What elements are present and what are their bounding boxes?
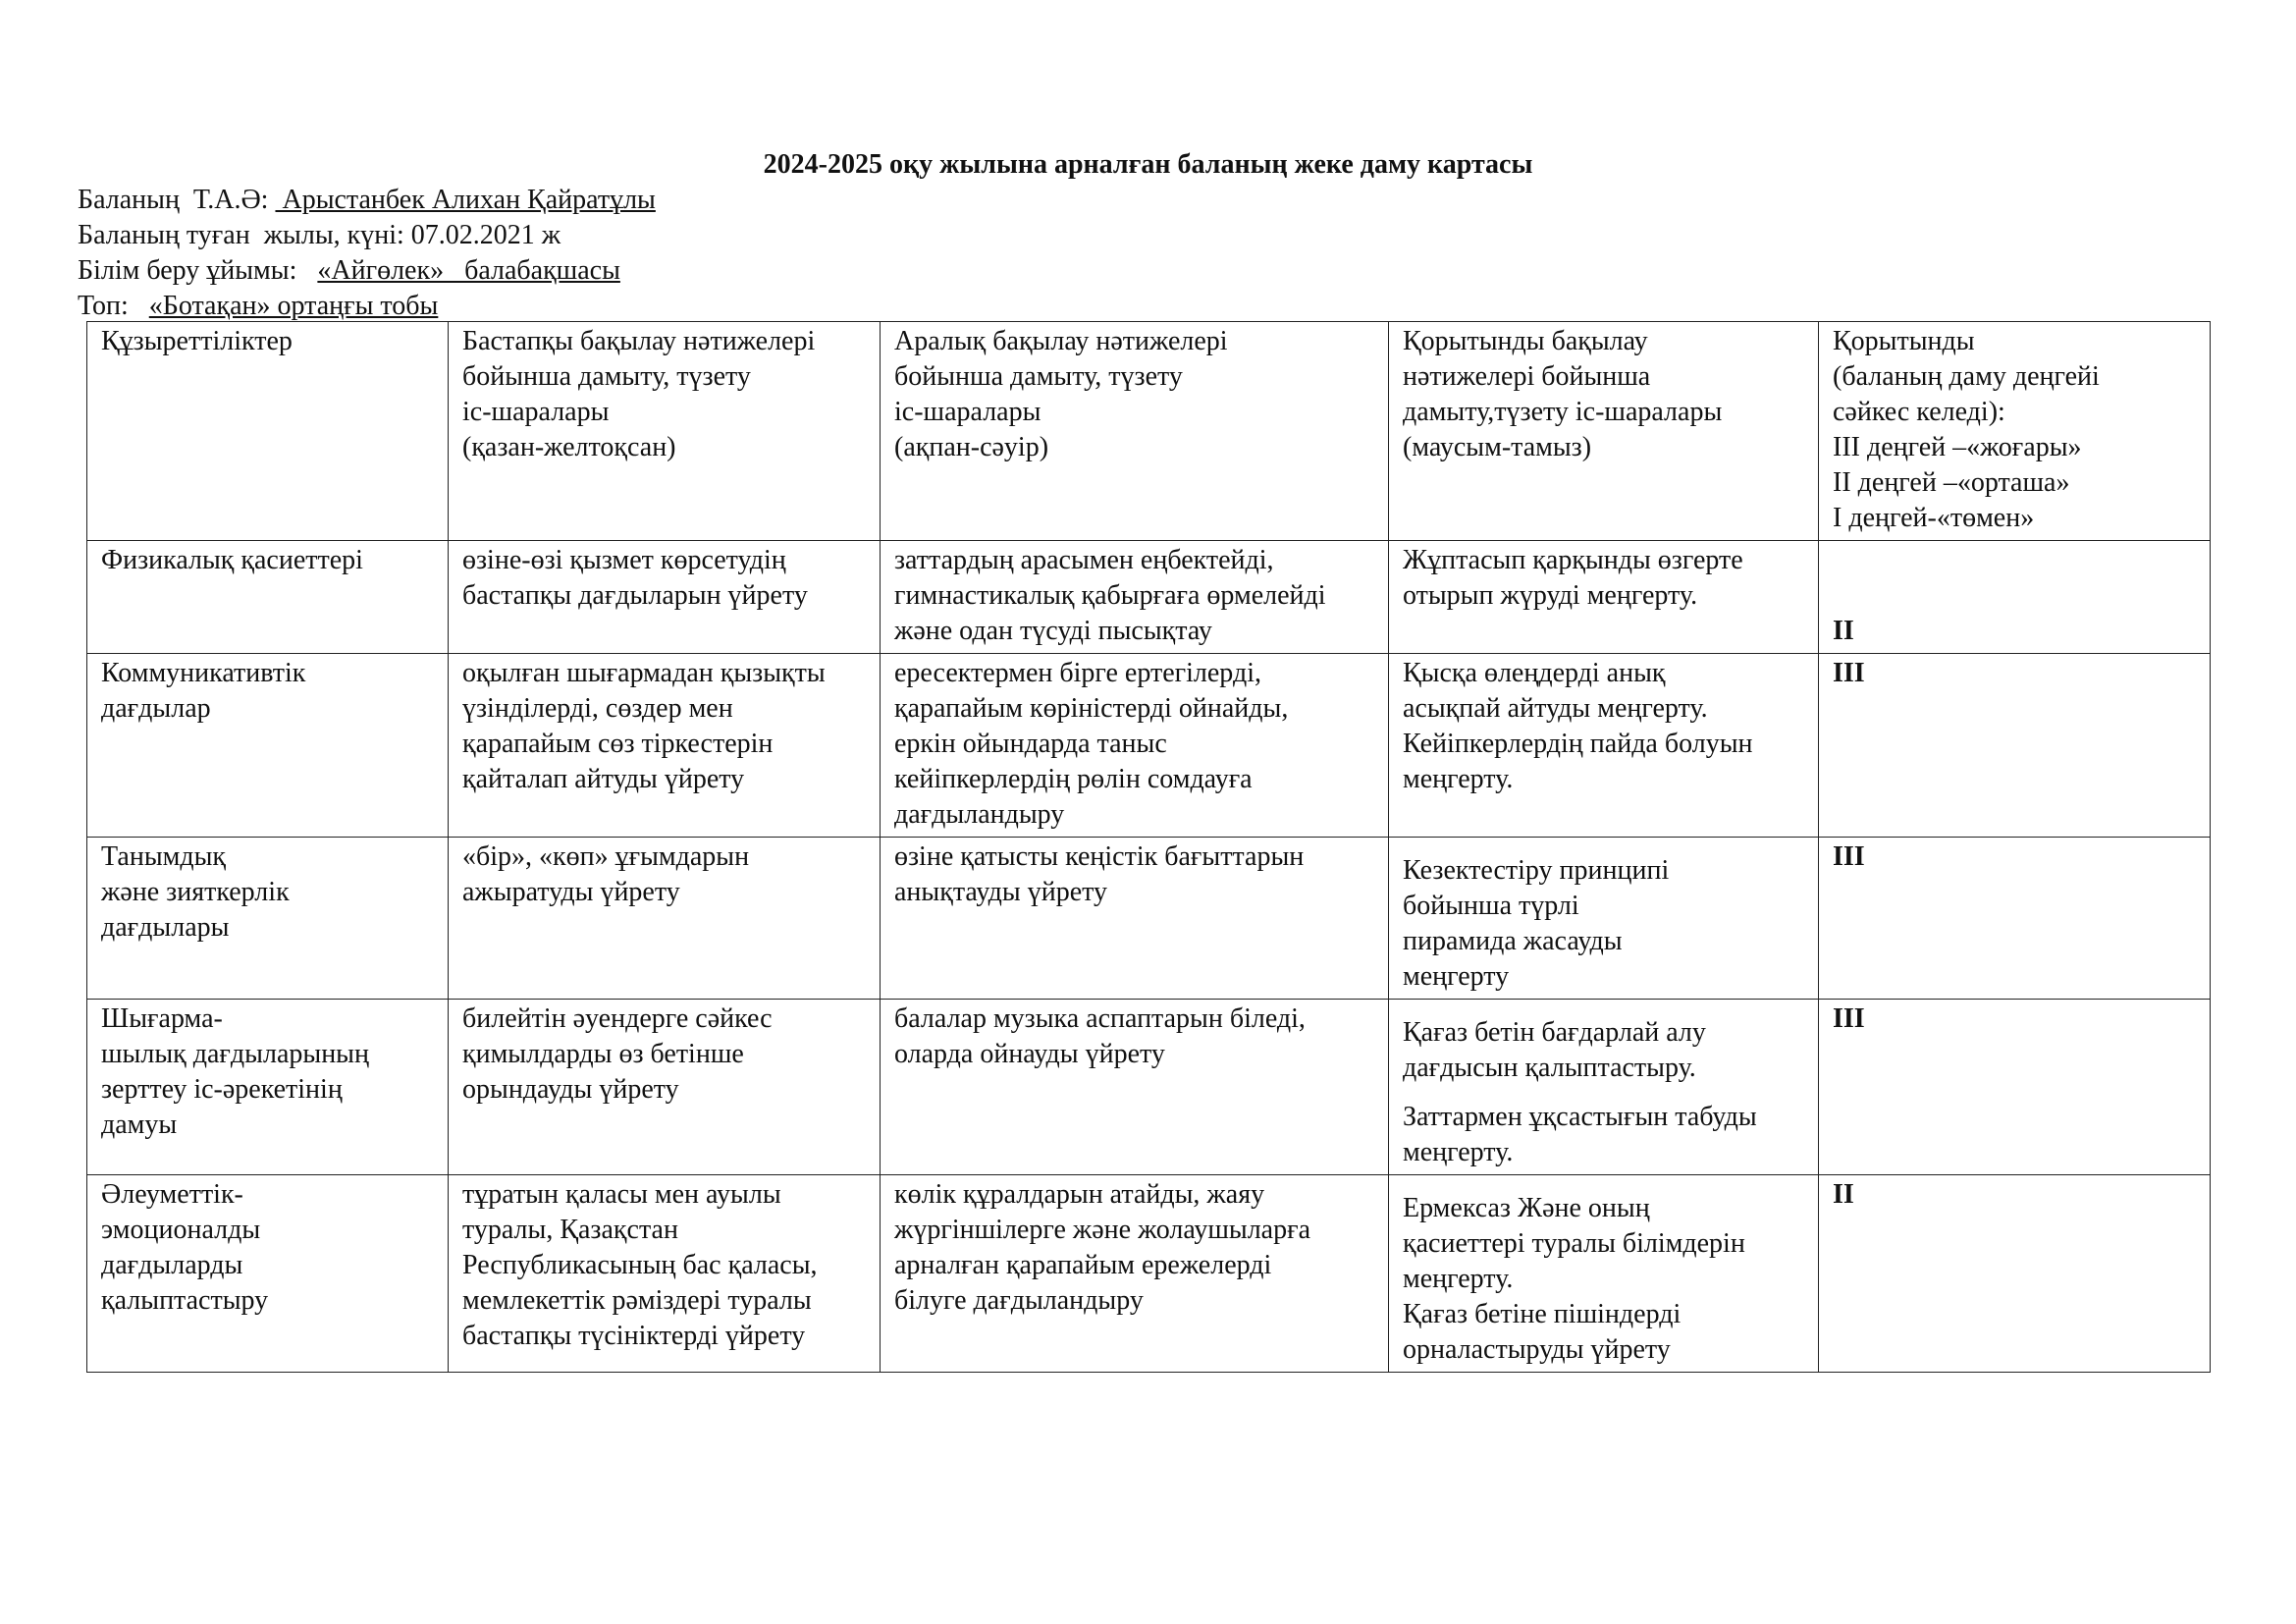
- competency-cell: Шығарма- шылық дағдыларының зерттеу іс-әрекетінің дамуы: [87, 1000, 449, 1175]
- table-row: [87, 1000, 2211, 1175]
- header-initial-assessment: Бастапқы бақылау нәтижелері бойынша дамыту, түзету іс-шаралары (қазан-желтоқсан): [449, 322, 881, 541]
- child-name-label: Баланың Т.А.Ә:: [78, 185, 269, 215]
- table-row: [87, 838, 2211, 1000]
- final-cell: [1389, 838, 1819, 1000]
- group-label: Топ:: [78, 291, 129, 321]
- intermediate-cell: өзіне қатысты кеңістік бағыттарын анықтауды үйрету: [881, 838, 1389, 1000]
- header-conclusion: Қорытынды (баланың даму деңгейі сәйкес келеді): ІІІ деңгей –«жоғары» ІІ деңгей –«орташа» І деңгей-«төмен»: [1819, 322, 2211, 541]
- header-competencies: Құзыреттіліктер: [87, 322, 449, 541]
- organization-value: «Айгөлек» балабақшасы: [317, 255, 620, 286]
- header-intermediate-assessment: Аралық бақылау нәтижелері бойынша дамыту, түзету іс-шаралары (ақпан-сәуір): [881, 322, 1389, 541]
- final-cell: [1389, 1175, 1819, 1373]
- competency-cell: Танымдық және зияткерлік дағдылары: [87, 838, 449, 1000]
- level-cell: ІІ: [1819, 1175, 2211, 1373]
- final-cell: Жұптасып қарқынды өзгерте отырып жүруді меңгерту.: [1389, 541, 1819, 654]
- final-text: Қағаз бетін бағдарлай алу дағдысын қалыптастыру.: [1403, 1017, 1706, 1083]
- table-header-row: [87, 322, 2211, 541]
- competency-cell: Әлеуметтік- эмоционалды дағдыларды қалыптастыру: [87, 1175, 449, 1373]
- initial-cell: оқылған шығармадан қызықты үзінділерді, сөздер мен қарапайым сөз тіркестерін қайталап айтуды үйрету: [449, 654, 881, 838]
- intermediate-cell: балалар музыка аспаптарын біледі, оларда ойнауды үйрету: [881, 1000, 1389, 1175]
- final-text: Кезектестіру принципі бойынша түрлі пирамида жасауды меңгерту: [1403, 855, 1670, 992]
- child-name-line: [78, 183, 656, 218]
- intermediate-cell: заттардың арасымен еңбектейді, гимнастикалық қабырғаға өрмелейді және одан түсуді пысықтау: [881, 541, 1389, 654]
- intermediate-cell: көлік құралдарын атайды, жаяу жүргіншілерге және жолаушыларға арналған қарапайым ережелерді білуге дағдыландыру: [881, 1175, 1389, 1373]
- child-name-value: Арыстанбек Алихан Қайратұлы: [275, 185, 656, 215]
- initial-cell: өзіне-өзі қызмет көрсетудің бастапқы дағдыларын үйрету: [449, 541, 881, 654]
- final-text: Ермексаз Және оның қасиеттері туралы білімдерін меңгерту. Қағаз бетіне пішіндерді орналастыруды үйрету: [1403, 1193, 1745, 1365]
- development-card-table: [86, 321, 2211, 1373]
- group-value: «Ботақан» ортаңғы тобы: [148, 291, 439, 321]
- level-cell: ІІ: [1819, 541, 2211, 654]
- intermediate-cell: ересектермен бірге ертегілерді, қарапайым көріністерді ойнайды, еркін ойындарда таныс кейіпкерлердің рөлін сомдауға дағдыландыру: [881, 654, 1389, 838]
- final-cell: [1389, 1000, 1819, 1175]
- level-cell: ІІІ: [1819, 838, 2211, 1000]
- initial-cell: тұратын қаласы мен ауылы туралы, Қазақстан Республикасының бас қаласы, мемлекеттік рәміздері туралы бастапқы түсініктерді үйрету: [449, 1175, 881, 1373]
- level-cell: ІІІ: [1819, 654, 2211, 838]
- organization-line: [78, 253, 620, 289]
- initial-cell: «бір», «көп» ұғымдарын ажыратуды үйрету: [449, 838, 881, 1000]
- competency-cell: Физикалық қасиеттері: [87, 541, 449, 654]
- document-title: 2024-2025 оқу жылына арналған баланың жеке даму картасы: [763, 149, 1533, 180]
- header-final-assessment: Қорытынды бақылау нәтижелері бойынша дамыту,түзету іс-шаралары (маусым-тамыз): [1389, 322, 1819, 541]
- level-cell: ІІІ: [1819, 1000, 2211, 1175]
- final-cell: Қысқа өлеңдерді анық асықпай айтуды меңгерту. Кейіпкерлердің пайда болуын меңгерту.: [1389, 654, 1819, 838]
- table-row: [87, 1175, 2211, 1373]
- initial-cell: билейтін әуендерге сәйкес қимылдарды өз бетінше орындауды үйрету: [449, 1000, 881, 1175]
- table-row: [87, 654, 2211, 838]
- birth-date-label: Баланың туған жылы, күні: 07.02.2021 ж: [78, 220, 561, 250]
- group-line: [78, 289, 438, 324]
- table-row: [87, 541, 2211, 654]
- competency-cell: Коммуникативтік дағдылар: [87, 654, 449, 838]
- birth-date-line: [78, 218, 561, 253]
- organization-label: Білім беру ұйымы:: [78, 255, 297, 286]
- final-extra-text: Заттармен ұқсастығын табуды меңгерту.: [1403, 1102, 1757, 1167]
